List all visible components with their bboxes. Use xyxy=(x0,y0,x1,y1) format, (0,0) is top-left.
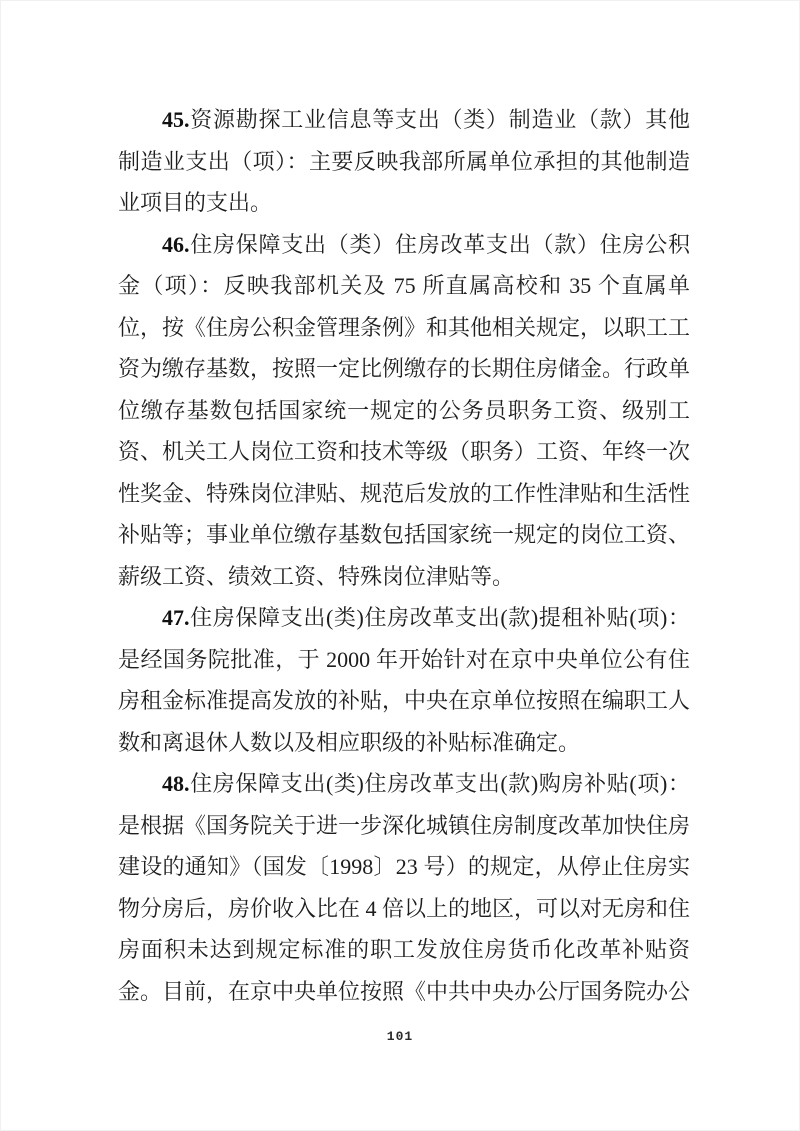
paragraph-45-text: 资源勘探工业信息等支出（类）制造业（款）其他制造业支出（项）：主要反映我部所属单位承担的其他制造业项目的支出。 xyxy=(118,107,690,215)
paragraph-45-number: 45. xyxy=(162,107,190,132)
paragraph-46-text: 住房保障支出（类）住房改革支出（款）住房公积金（项）：反映我部机关及 75 所直属高校和 35 个直属单位，按《住房公积金管理条例》和其他相关规定，以职工工资为缴存基数，按照一定比例缴存的长期住房储金。行政单位缴存基数包括国家统一规定的公务员职务工资、级别工资、机关工人岗位工资和技术等级（职务）工资、年终一次性奖金、特殊岗位津贴、规范后发放的工作性津贴和生活性补贴等；事业单位缴存基数包括国家统一规定的岗位工资、薪级工资、绩效工资、特殊岗位津贴等。 xyxy=(118,231,691,589)
paragraph-46 xyxy=(118,224,690,598)
paragraph-45 xyxy=(118,99,690,224)
text-block xyxy=(118,99,690,1012)
paragraph-47-text: 住房保障支出(类)住房改革支出(款)提租补贴(项)：是经国务院批准，于 2000 年开始针对在京中央单位公有住房租金标准提高发放的补贴，中央在京单位按照在编职工人数和离退休人数以及相应职级的补贴标准确定。 xyxy=(118,605,691,755)
paragraph-48-text: 住房保障支出(类)住房改革支出(款)购房补贴(项)：是根据《国务院关于进一步深化城镇住房制度改革加快住房建设的通知》（国发〔1998〕23 号）的规定，从停止住房实物分房后，房价收入比在 4 倍以上的地区，可以对无房和住房面积未达到规定标准的职工发放住房货币化改革补贴资金。目前，在京中央单位按照《中共中央办公厅国务院办公 xyxy=(118,771,691,1004)
paragraph-47-number: 47. xyxy=(162,605,190,630)
page-number: 101 xyxy=(386,1029,414,1044)
paragraph-47 xyxy=(118,597,690,763)
paragraph-46-number: 46. xyxy=(162,231,190,257)
paragraph-48 xyxy=(118,763,690,1012)
page-footer xyxy=(0,1027,800,1045)
paragraph-48-number: 48. xyxy=(162,771,190,796)
